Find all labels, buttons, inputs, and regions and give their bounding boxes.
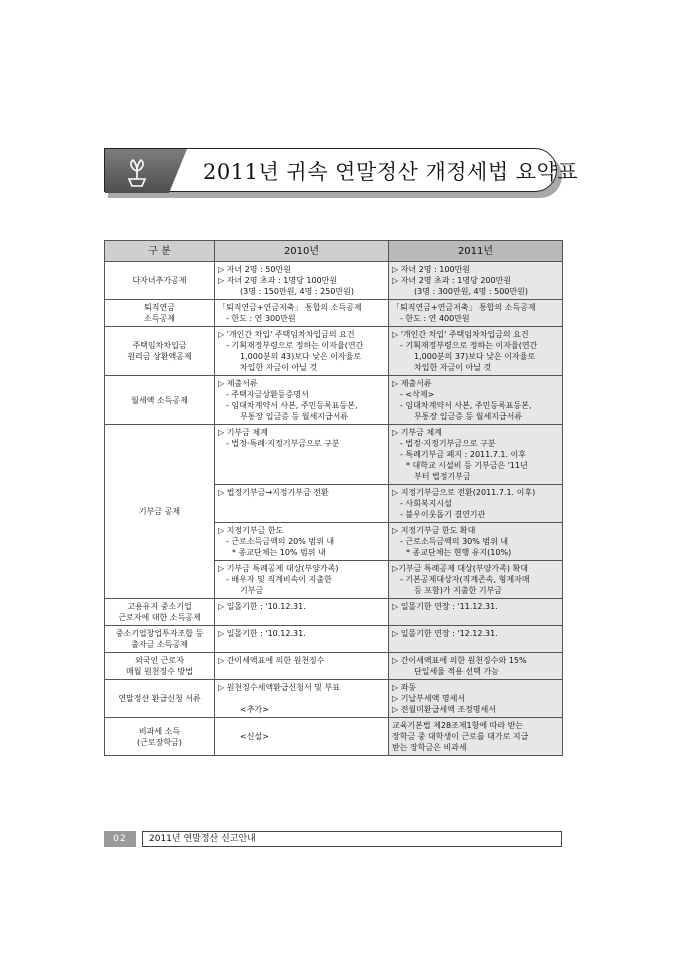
header-category: 구 분 — [105, 241, 215, 262]
value-2011-cell — [389, 523, 563, 561]
cell-line: - 특례기부금 폐지 : 2011.7.1. 이후 — [400, 450, 527, 459]
summary-table — [104, 240, 563, 756]
category-label: 근로자에 대한 소득공제 — [118, 613, 201, 622]
value-2011-cell — [389, 653, 563, 680]
banner-body — [104, 148, 579, 192]
category-label: 기부금 공제 — [138, 507, 181, 516]
cell-line: 교육기본법 제28조제1항에 따라 받는 — [392, 721, 524, 730]
value-2011-cell — [389, 376, 563, 425]
cell-line: * 종교단체는 현행 유지(10%) — [406, 548, 512, 557]
category-label: 비과세 소득 — [138, 726, 181, 736]
value-2011-cell — [389, 485, 563, 523]
cell-line: ▷ 일몰기한 : '10.12.31. — [218, 602, 306, 611]
cell-line: ▷ 제출서류 — [392, 379, 432, 388]
page-number: 02 — [104, 831, 136, 847]
cell-line: 장학금 중 대학생이 근로를 대가로 지급 — [392, 732, 529, 741]
cell-line: - 주택자금상환등증명서 — [226, 390, 309, 399]
value-2010-cell — [215, 485, 389, 523]
cell-line: ▷ 간이세액표에 의한 원천징수 — [218, 656, 325, 665]
category-label: 외국인 근로자 — [135, 656, 184, 665]
category-cell — [105, 327, 215, 376]
cell-line: ▷ 일몰기한 연장 : '11.12.31. — [392, 602, 498, 611]
cell-line: - 한도 : 연 400만원 — [400, 314, 470, 323]
table-row — [105, 327, 563, 376]
category-label: 퇴직연금 — [144, 303, 175, 312]
value-2010-cell — [215, 680, 389, 718]
cell-line: ▷ 일몰기한 : '10.12.31. — [218, 629, 306, 638]
cell-line: (3명 : 150만원, 4명 : 250만원) — [240, 287, 354, 296]
cell-line: 1,000분의 43)보다 낮은 이자율로 — [240, 352, 362, 361]
category-label: 매월 원천징수 방법 — [126, 667, 193, 676]
cell-line: - 사회복지시설 — [400, 499, 452, 508]
cell-line: 받는 장학금은 비과세 — [392, 743, 467, 752]
category-cell — [105, 599, 215, 626]
cell-line: ▷ '개인간 차입' 주택임차차입금의 요건 — [218, 330, 355, 339]
value-2011-cell — [389, 718, 563, 756]
value-2010-cell — [215, 626, 389, 653]
value-2011-cell — [389, 680, 563, 718]
cell-line: ▷ 기납부세액 명세서 — [392, 694, 466, 703]
table-row — [105, 680, 563, 718]
header-2011: 2011년 — [389, 241, 563, 262]
value-2011-cell — [389, 425, 563, 485]
cell-line: ▷ 자녀 2명 : 50만원 — [218, 265, 291, 274]
table-header-row — [105, 241, 563, 262]
title-banner — [104, 148, 579, 198]
cell-line: ▷ 일몰기한 연장 : '12.12.31. — [392, 629, 498, 638]
cell-line: ▷ 기부금 특례공제 대상(부양가족) — [218, 564, 339, 573]
table-row — [105, 262, 563, 300]
cell-line: 기부금 — [240, 586, 264, 595]
table-row — [105, 626, 563, 653]
cell-line: - 임대차계약서 사본, 주민등록표등본, — [400, 401, 532, 410]
value-2010-cell — [215, 718, 389, 756]
cell-line: ▷ 지정기부금 한도 — [218, 526, 284, 535]
plant-pot-icon — [119, 155, 155, 187]
category-label: 중소기업창업투자조합 등 — [115, 629, 204, 638]
cell-line: (3명 : 300만원, 4명 : 500만원) — [414, 287, 528, 296]
value-2011-cell — [389, 300, 563, 327]
value-2011-cell — [389, 262, 563, 300]
cell-line: ▷ 간이세액표에 의한 원천징수와 15% — [392, 656, 527, 665]
value-2010-cell — [215, 653, 389, 680]
cell-line: ▷ 기부금 체계 — [392, 428, 442, 437]
category-cell — [105, 300, 215, 327]
cell-line: - 법정·특례·지정기부금으로 구분 — [226, 439, 340, 448]
table-body — [105, 262, 563, 756]
cell-line: ▷ 지정기부금으로 전환(2011.7.1. 이후) — [392, 488, 536, 497]
category-cell — [105, 262, 215, 300]
cell-line: ▷ 전월미환급세액 조정명세서 — [392, 705, 496, 714]
cell-line: - 근로소득금액의 20% 범위 내 — [226, 537, 335, 546]
cell-line: 차입한 자금이 아닐 것 — [414, 363, 492, 372]
cell-line: - 한도 : 연 300만원 — [226, 314, 296, 323]
table-row — [105, 718, 563, 756]
category-label: 다자녀추가공제 — [132, 276, 187, 285]
category-cell — [105, 653, 215, 680]
header-2010: 2010년 — [215, 241, 389, 262]
cell-line: - 기획재정부령으로 정하는 이자율(연간 — [400, 341, 538, 350]
value-2010-cell — [215, 300, 389, 327]
category-label: 소득공제 — [144, 314, 175, 323]
cell-line: ▷ 자녀 2명 초과 : 1명당 200만원 — [392, 276, 512, 285]
cell-line: ▷ 법정기부금→지정기부금 전환 — [218, 488, 329, 497]
value-2010-cell — [215, 262, 389, 300]
table-row — [105, 376, 563, 425]
value-2011-cell — [389, 626, 563, 653]
cell-line: ▷ 자녀 2명 초과 : 1명당 100만원 — [218, 276, 338, 285]
cell-line: * 종교단체는 10% 범위 내 — [232, 548, 326, 557]
cell-line: ▷ 원천징수세액환급신청서 및 부표 — [218, 683, 340, 692]
table-row — [105, 653, 563, 680]
cell-line: ▷ '개인간 차입' 주택임차차입금의 요건 — [392, 330, 529, 339]
page-title: 2011년 귀속 연말정산 개정세법 요약표 — [203, 160, 579, 184]
cell-line: - 기본공제대상자(직계존속, 형제자매 — [400, 575, 530, 584]
value-2010-cell — [215, 425, 389, 485]
cell-line: ▷기부금 특례공제 대상(부양가족) 확대 — [392, 564, 528, 573]
cell-line: 차입한 자금이 아닐 것 — [240, 363, 318, 372]
category-cell — [105, 626, 215, 653]
category-cell — [105, 718, 215, 756]
value-2011-cell — [389, 561, 563, 599]
cell-line: 부터 법정기부금 — [414, 472, 471, 481]
cell-line: ▷ 자녀 2명 : 100만원 — [392, 265, 471, 274]
table-row — [105, 300, 563, 327]
category-label: 출자금 소득공제 — [131, 640, 188, 649]
category-label: 월세액 소득공제 — [131, 395, 188, 405]
cell-line: - <삭제> — [400, 390, 435, 399]
cell-line — [218, 720, 385, 731]
cell-line: * 대학교 시설비 등 기부금은 '11년 — [406, 461, 528, 470]
category-label: (근로장학금) — [137, 737, 182, 747]
cell-line: - 기획재정부령으로 정하는 이자율(연간 — [226, 341, 364, 350]
category-cell — [105, 680, 215, 718]
cell-line: 무통장 입금증 등 월세지급서류 — [414, 412, 523, 421]
cell-line: 단일세율 적용 선택 가능 — [414, 667, 499, 676]
value-2010-cell — [215, 561, 389, 599]
cell-line — [218, 693, 385, 704]
cell-line: - 배우자 및 직계비속이 지출한 — [226, 575, 332, 584]
value-2010-cell — [215, 523, 389, 561]
category-label: 주택임차차입금 — [132, 341, 187, 350]
cell-line: ▷ 좌동 — [392, 683, 417, 692]
category-label: 연말정산 환급신청 서류 — [118, 694, 201, 703]
page-footer — [104, 831, 562, 847]
table-row — [105, 425, 563, 485]
category-cell — [105, 376, 215, 425]
category-label: 원리금 상환액공제 — [127, 352, 192, 361]
cell-line: - 불우이웃돕기 결연기관 — [400, 510, 486, 519]
value-2011-cell — [389, 599, 563, 626]
banner-icon-box — [105, 149, 187, 193]
cell-line: ▷ 지정기부금 한도 확대 — [392, 526, 476, 535]
cell-line: - 근로소득금액의 30% 범위 내 — [400, 537, 509, 546]
cell-line: - 임대차계약서 사본, 주민등록표등본, — [226, 401, 358, 410]
table-row — [105, 599, 563, 626]
cell-line: ▷ 기부금 체계 — [218, 428, 268, 437]
category-cell — [105, 425, 215, 599]
cell-line: - 법정·지정기부금으로 구분 — [400, 439, 496, 448]
value-2010-cell — [215, 376, 389, 425]
value-2010-cell — [215, 599, 389, 626]
cell-line: 무통장 입금증 등 월세지급서류 — [240, 412, 349, 421]
cell-line: 「퇴직연금+연금저축」 통합의 소득공제 — [392, 303, 536, 312]
category-label: 고용유지 중소기업 — [127, 602, 192, 611]
value-2011-cell — [389, 327, 563, 376]
value-2010-cell — [215, 327, 389, 376]
cell-line: <신설> — [240, 732, 269, 741]
cell-line: ▷ 제출서류 — [218, 379, 258, 388]
footer-title: 2011년 연말정산 신고안내 — [142, 831, 562, 847]
cell-line: 등 포함)가 지출한 기부금 — [414, 586, 503, 595]
cell-line: <추가> — [240, 705, 269, 714]
cell-line: 「퇴직연금+연금저축」 통합의 소득공제 — [218, 303, 362, 312]
cell-line: 1,000분의 37)보다 낮은 이자율로 — [414, 352, 536, 361]
